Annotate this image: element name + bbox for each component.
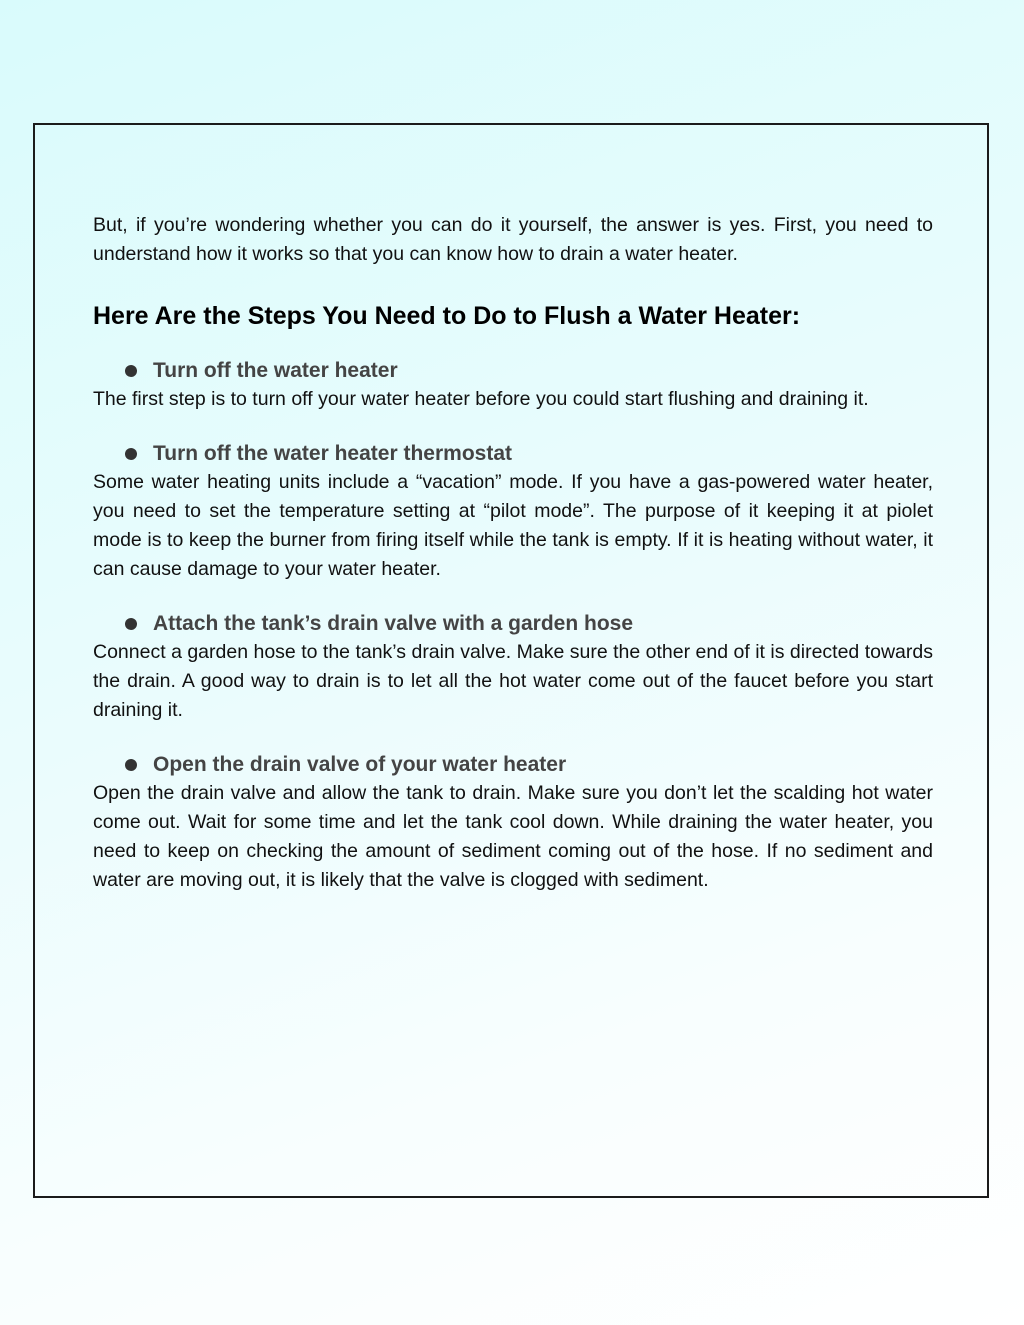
step-2-title: Turn off the water heater thermostat [153,442,512,465]
section-heading: Here Are the Steps You Need to Do to Flush a Water Heater: [93,302,801,330]
intro-paragraph: But, if you’re wondering whether you can do it yourself, the answer is yes. First, you need to understand how it works so that you can know how to drain a water heater. [93,214,933,265]
step-3-paragraph: Connect a garden hose to the tank’s drain valve. Make sure the other end of it is directed towards the drain. A good way to drain is to let all the hot water come out of the faucet before you start draining it. [93,641,933,721]
step-1-item [125,356,933,385]
step-1-paragraph: The first step is to turn off your water heater before you could start flushing and draining it. [93,388,869,410]
step-4-paragraph: Open the drain valve and allow the tank to drain. Make sure you don’t let the scalding hot water come out. Wait for some time and let the tank cool down. While draining the water heater, you need to keep on checking the amount of sediment coming out of the hose. If no sediment and water are moving out, it is likely that the valve is clogged with sediment. [93,782,933,891]
bullet-icon [125,759,137,771]
step-3-item [125,609,933,638]
document-content [93,211,933,895]
step-4-title: Open the drain valve of your water heater [153,753,567,776]
step-2-item [125,439,933,468]
step-3-title: Attach the tank’s drain valve with a garden hose [153,612,634,635]
bullet-icon [125,365,137,377]
bullet-icon [125,618,137,630]
step-2-paragraph: Some water heating units include a “vacation” mode. If you have a gas-powered water heater, you need to set the temperature setting at “pilot mode”. The purpose of it keeping it at piolet mode is to keep the burner from firing itself while the tank is empty. If it is heating without water, it can cause damage to your water heater. [93,471,933,580]
step-1-title: Turn off the water heater [153,359,398,382]
document-frame [33,123,989,1198]
step-4-item [125,750,933,779]
bullet-icon [125,448,137,460]
